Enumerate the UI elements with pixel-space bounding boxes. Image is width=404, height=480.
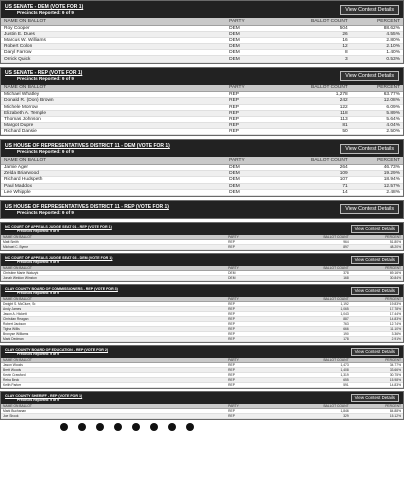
table-row (1, 414, 403, 419)
column-header-count: BALLOT COUNT (282, 235, 350, 240)
results-table (1, 157, 403, 195)
contest-header (1, 392, 403, 404)
table-header-row (1, 18, 403, 25)
column-header-party: PARTY (226, 85, 282, 92)
vote-percent: 14.83% (351, 317, 403, 322)
contest-title-block (5, 4, 83, 16)
vote-percent: 12.57% (351, 183, 403, 189)
contest-title: CLAY COUNTY BOARD OF EDUCATION - REP (VOTE FOR 2) (5, 347, 109, 352)
contest-header (1, 285, 403, 297)
ballot-count: 1,408 (282, 368, 350, 373)
contest-title: NC COURT OF APPEALS JUDGE SEAT 01 - REP (VOTE FOR 1) (5, 224, 112, 229)
view-contest-details-button[interactable]: View Contest Details (340, 71, 399, 81)
ballot-count: 242 (282, 98, 350, 104)
dot-icon (60, 423, 68, 431)
candidate-party: REP (226, 363, 282, 368)
contest-title: US SENATE - DEM (VOTE FOR 1) (5, 3, 84, 10)
contest-section (0, 139, 404, 196)
vote-percent: 6.09% (351, 104, 403, 110)
ballot-count: 264 (282, 164, 350, 170)
candidate-party: DEM (226, 31, 282, 37)
column-header-name: NAME ON BALLOT (1, 235, 226, 240)
vote-percent: 19.83% (351, 302, 403, 307)
candidate-name: Brett Woods (1, 368, 226, 373)
view-contest-details-button[interactable]: View Contest Details (351, 256, 399, 264)
candidate-name: Jonah Weldon Winston (1, 276, 226, 281)
table-row (1, 129, 403, 135)
precincts-reported: Precincts Reported: 9 of 9 (17, 352, 60, 357)
results-table (1, 297, 403, 343)
column-header-count: BALLOT COUNT (282, 404, 350, 409)
view-contest-details-button[interactable]: View Contest Details (351, 287, 399, 295)
candidate-party: DEM (226, 56, 282, 62)
candidate-name: Orrick Quick (1, 56, 226, 62)
dot-icon (114, 423, 122, 431)
table-row (1, 189, 403, 195)
precincts-reported: Precincts Reported: 9 of 9 (17, 76, 74, 82)
candidate-party: REP (226, 307, 282, 312)
vote-percent: 30.75% (351, 373, 403, 378)
vote-percent: 17.44% (351, 312, 403, 317)
column-header-percent: PERCENT (351, 18, 403, 25)
column-header-party: PARTY (226, 157, 282, 164)
column-header-count: BALLOT COUNT (282, 297, 350, 302)
candidate-name: Jason A. Hickett (1, 312, 226, 317)
ballot-count: 1,043 (282, 312, 350, 317)
precincts-reported: Precincts Reported: 9 of 9 (17, 209, 74, 215)
precincts-reported: Precincts Reported: 9 of 9 (17, 398, 60, 403)
vote-percent: 4.55% (351, 31, 403, 37)
contest-header (1, 346, 403, 358)
candidate-party: REP (226, 312, 282, 317)
candidate-name: Robert Jackson (1, 322, 226, 327)
candidate-name: Tigha Willis (1, 327, 226, 332)
candidate-party: REP (226, 110, 282, 116)
view-contest-details-button[interactable]: View Contest Details (351, 394, 399, 402)
candidate-party: REP (226, 409, 282, 414)
column-header-name: NAME ON BALLOT (1, 85, 226, 92)
ballot-count: 12 (282, 44, 350, 50)
ballot-count: 16 (282, 37, 350, 43)
candidate-party: REP (226, 337, 282, 342)
candidate-party: REP (226, 368, 282, 373)
candidate-name: Daryl Farrow (1, 50, 226, 56)
column-header-name: NAME ON BALLOT (1, 266, 226, 271)
vote-percent: 63.77% (351, 92, 403, 98)
contest-header (1, 68, 403, 85)
candidate-name: Robert Colon (1, 44, 226, 50)
candidate-name: Thomas Johnson (1, 116, 226, 122)
column-header-name: NAME ON BALLOT (1, 358, 226, 363)
ballot-count: 109 (282, 171, 350, 177)
candidate-party: REP (226, 322, 282, 327)
contest-title-block (5, 225, 112, 233)
vote-percent: 33.66% (351, 368, 403, 373)
ballot-count: 113 (282, 116, 350, 122)
contest-title-block (5, 143, 170, 155)
vote-percent: 5.64% (351, 116, 403, 122)
candidate-name: Keith Parker (1, 383, 226, 388)
candidate-party: DEM (226, 164, 282, 170)
candidate-name: Margot Dupre (1, 123, 226, 129)
dot-icon (78, 423, 86, 431)
ballot-count: 1,278 (282, 92, 350, 98)
vote-percent: 2.10% (351, 44, 403, 50)
table-row (1, 276, 403, 281)
candidate-party: DEM (226, 276, 282, 281)
ballot-count: 591 (282, 383, 350, 388)
vote-percent: 4.04% (351, 123, 403, 129)
contest-section (0, 284, 404, 344)
vote-percent: 12.08% (351, 98, 403, 104)
results-table (1, 235, 403, 251)
contest-header (1, 140, 403, 157)
dot-icon (150, 423, 158, 431)
ballot-count: 1,319 (282, 373, 350, 378)
candidate-party: REP (226, 302, 282, 307)
vote-percent: 15.98% (351, 378, 403, 383)
ballot-count: 666 (282, 327, 350, 332)
dot-icon (96, 423, 104, 431)
ballot-count: 81 (282, 123, 350, 129)
candidate-party: REP (226, 116, 282, 122)
candidate-party: REP (226, 373, 282, 378)
view-contest-details-button[interactable]: View Contest Details (351, 225, 399, 233)
precincts-reported: Precincts Reported: 9 of 9 (17, 229, 60, 234)
vote-percent: 2.91% (351, 337, 403, 342)
candidate-party: REP (226, 332, 282, 337)
ballot-count: 50 (282, 129, 350, 135)
candidate-party: DEM (226, 25, 282, 31)
column-header-party: PARTY (226, 297, 282, 302)
candidate-name: Bronyse Williams (1, 332, 226, 337)
candidate-name: Joe Shook (1, 414, 226, 419)
results-table (1, 358, 403, 389)
candidate-party: REP (226, 98, 282, 104)
contest-title-block (5, 70, 82, 82)
view-contest-details-button[interactable]: View Contest Details (351, 348, 399, 356)
vote-percent: 48.20% (351, 245, 403, 250)
results-table (1, 404, 403, 420)
column-header-percent: PERCENT (351, 358, 403, 363)
candidate-party: REP (226, 104, 282, 110)
table-row (1, 383, 403, 388)
candidate-party: REP (226, 92, 282, 98)
candidate-name: Jason Woods (1, 363, 226, 368)
results-table (1, 85, 403, 136)
ballot-count: 1,473 (282, 363, 350, 368)
vote-percent: 14.83% (351, 383, 403, 388)
dot-icon (186, 423, 194, 431)
contest-title-block (5, 204, 169, 216)
view-contest-details-button[interactable]: View Contest Details (340, 204, 399, 214)
ballot-count: 3 (282, 56, 350, 62)
contest-title: CLAY COUNTY SHERIFF - REP (VOTE FOR 1) (5, 393, 83, 398)
column-header-party: PARTY (226, 358, 282, 363)
column-header-name: NAME ON BALLOT (1, 297, 226, 302)
vote-percent: 34.77% (351, 363, 403, 368)
candidate-name: Christine Marie Walczyk (1, 271, 226, 276)
candidate-name: Marcus W. Williams (1, 37, 226, 43)
ballot-count: 107 (282, 177, 350, 183)
view-contest-details-button[interactable]: View Contest Details (340, 5, 399, 15)
contest-title-block (5, 394, 82, 402)
ballot-count: 897 (282, 245, 350, 250)
column-header-name: NAME ON BALLOT (1, 18, 226, 25)
column-header-count: BALLOT COUNT (282, 85, 350, 92)
contest-section (0, 222, 404, 252)
contest-section (0, 200, 404, 219)
ballot-count: 763 (282, 322, 350, 327)
results-table (1, 18, 403, 63)
ballot-count: 1,192 (282, 302, 350, 307)
vote-percent: 17.78% (351, 307, 403, 312)
ballot-count: 655 (282, 378, 350, 383)
candidate-name: Kevin Crawford (1, 373, 226, 378)
vote-percent: 18.94% (351, 177, 403, 183)
column-header-party: PARTY (226, 18, 282, 25)
vote-percent: 2.80% (351, 37, 403, 43)
column-header-party: PARTY (226, 266, 282, 271)
contest-section (0, 345, 404, 390)
table-row (1, 56, 403, 62)
contest-title-block (5, 348, 108, 356)
contest-header (1, 223, 403, 235)
candidate-party: DEM (226, 189, 282, 195)
candidate-party: REP (226, 240, 282, 245)
ballot-count: 190 (282, 332, 350, 337)
candidate-party: REP (226, 327, 282, 332)
vote-percent: 11.10% (351, 327, 403, 332)
candidate-name: Jamie Ager (1, 164, 226, 170)
table-header-row (1, 85, 403, 92)
pagination-dots (0, 422, 404, 432)
ballot-count: 887 (282, 317, 350, 322)
candidate-party: REP (226, 383, 282, 388)
contest-title: US HOUSE OF REPRESENTATIVES DISTRICT 11 - REP (VOTE FOR 1) (5, 203, 169, 210)
candidate-party: DEM (226, 271, 282, 276)
column-header-count: BALLOT COUNT (282, 157, 350, 164)
ballot-count: 8 (282, 50, 350, 56)
column-header-party: PARTY (226, 235, 282, 240)
vote-percent: 2.48% (351, 189, 403, 195)
contest-header (1, 201, 403, 218)
candidate-name: Reba Beck (1, 378, 226, 383)
ballot-count: 168 (282, 276, 350, 281)
contest-section (0, 67, 404, 137)
contest-title: NC COURT OF APPEALS JUDGE SEAT 03 - DEM (VOTE FOR 1) (5, 255, 113, 260)
contest-title: CLAY COUNTY BOARD OF COMMISSIONERS - REP (VOTE FOR 3) (5, 286, 118, 291)
candidate-name: Lee Whipple (1, 189, 226, 195)
vote-percent: 2.50% (351, 129, 403, 135)
vote-percent: 30.84% (351, 276, 403, 281)
table-header-row (1, 157, 403, 164)
column-header-count: BALLOT COUNT (282, 358, 350, 363)
candidate-party: REP (226, 378, 282, 383)
contest-section (0, 0, 404, 64)
vote-percent: 5.89% (351, 110, 403, 116)
candidate-party: DEM (226, 183, 282, 189)
candidate-party: REP (226, 414, 282, 419)
table-row (1, 245, 403, 250)
candidate-party: DEM (226, 44, 282, 50)
candidate-party: REP (226, 317, 282, 322)
vote-percent: 84.88% (351, 409, 403, 414)
column-header-count: BALLOT COUNT (282, 18, 350, 25)
candidate-party: REP (226, 123, 282, 129)
vote-percent: 0.53% (351, 56, 403, 62)
column-header-percent: PERCENT (351, 266, 403, 271)
ballot-count: 71 (282, 183, 350, 189)
candidate-party: DEM (226, 177, 282, 183)
candidate-name: Richard Dansie (1, 129, 226, 135)
vote-percent: 1.40% (351, 50, 403, 56)
candidate-name: Elizabeth A. Temple (1, 110, 226, 116)
contest-header (1, 1, 403, 18)
candidate-name: Paul Maddox (1, 183, 226, 189)
candidate-name: Matt Smith (1, 240, 226, 245)
candidate-name: Michael Whatley (1, 92, 226, 98)
contest-header (1, 254, 403, 266)
ballot-count: 504 (282, 25, 350, 31)
ballot-count: 964 (282, 240, 350, 245)
contest-section (0, 253, 404, 283)
vote-percent: 12.74% (351, 322, 403, 327)
column-header-name: NAME ON BALLOT (1, 157, 226, 164)
candidate-party: REP (226, 245, 282, 250)
vote-percent: 15.12% (351, 414, 403, 419)
contest-section (0, 391, 404, 421)
vote-percent: 19.29% (351, 171, 403, 177)
candidate-party: REP (226, 129, 282, 135)
candidate-name: Zelda Briarwood (1, 171, 226, 177)
precincts-reported: Precincts Reported: 9 of 9 (17, 149, 74, 155)
ballot-count: 1,846 (282, 409, 350, 414)
column-header-party: PARTY (226, 404, 282, 409)
candidate-name: Richard Hudspeth (1, 177, 226, 183)
candidate-name: Michael C. Byrne (1, 245, 226, 250)
dot-icon (132, 423, 140, 431)
candidate-name: Mark Buchanan (1, 409, 226, 414)
candidate-name: Dwight S. McClure, Sr. (1, 302, 226, 307)
vote-percent: 3.36% (351, 332, 403, 337)
column-header-count: BALLOT COUNT (282, 266, 350, 271)
column-header-percent: PERCENT (351, 404, 403, 409)
vote-percent: 46.73% (351, 164, 403, 170)
candidate-party: DEM (226, 37, 282, 43)
candidate-name: Justin E. Dues (1, 31, 226, 37)
contest-title-block (5, 287, 118, 295)
column-header-percent: PERCENT (351, 297, 403, 302)
precincts-reported: Precincts Reported: 9 of 9 (17, 9, 74, 15)
ballot-count: 378 (282, 271, 350, 276)
candidate-name: Andy James (1, 307, 226, 312)
ballot-count: 26 (282, 31, 350, 37)
ballot-count: 14 (282, 189, 350, 195)
contest-title: US SENATE - REP (VOTE FOR 1) (5, 70, 83, 77)
candidate-party: DEM (226, 171, 282, 177)
candidate-name: Roy Cooper (1, 25, 226, 31)
column-header-percent: PERCENT (351, 157, 403, 164)
candidate-name: Donald R. (Don) Brown (1, 98, 226, 104)
contest-title-block (5, 256, 112, 264)
vote-percent: 51.80% (351, 240, 403, 245)
ballot-count: 118 (282, 110, 350, 116)
column-header-name: NAME ON BALLOT (1, 404, 226, 409)
contest-title: US HOUSE OF REPRESENTATIVES DISTRICT 11 - DEM (VOTE FOR 1) (5, 143, 170, 150)
table-row (1, 337, 403, 342)
results-table (1, 266, 403, 282)
candidate-name: Christian Reagan (1, 317, 226, 322)
ballot-count: 329 (282, 414, 350, 419)
precincts-reported: Precincts Reported: 9 of 9 (17, 260, 60, 265)
candidate-name: Michele Morrow (1, 104, 226, 110)
vote-percent: 88.62% (351, 25, 403, 31)
ballot-count: 178 (282, 337, 350, 342)
ballot-count: 1,065 (282, 307, 350, 312)
candidate-name: Mark Dedman (1, 337, 226, 342)
column-header-percent: PERCENT (351, 85, 403, 92)
precincts-reported: Precincts Reported: 9 of 9 (17, 291, 60, 296)
vote-percent: 69.16% (351, 271, 403, 276)
candidate-party: DEM (226, 50, 282, 56)
view-contest-details-button[interactable]: View Contest Details (340, 144, 399, 154)
dot-icon (168, 423, 176, 431)
column-header-percent: PERCENT (351, 235, 403, 240)
ballot-count: 122 (282, 104, 350, 110)
